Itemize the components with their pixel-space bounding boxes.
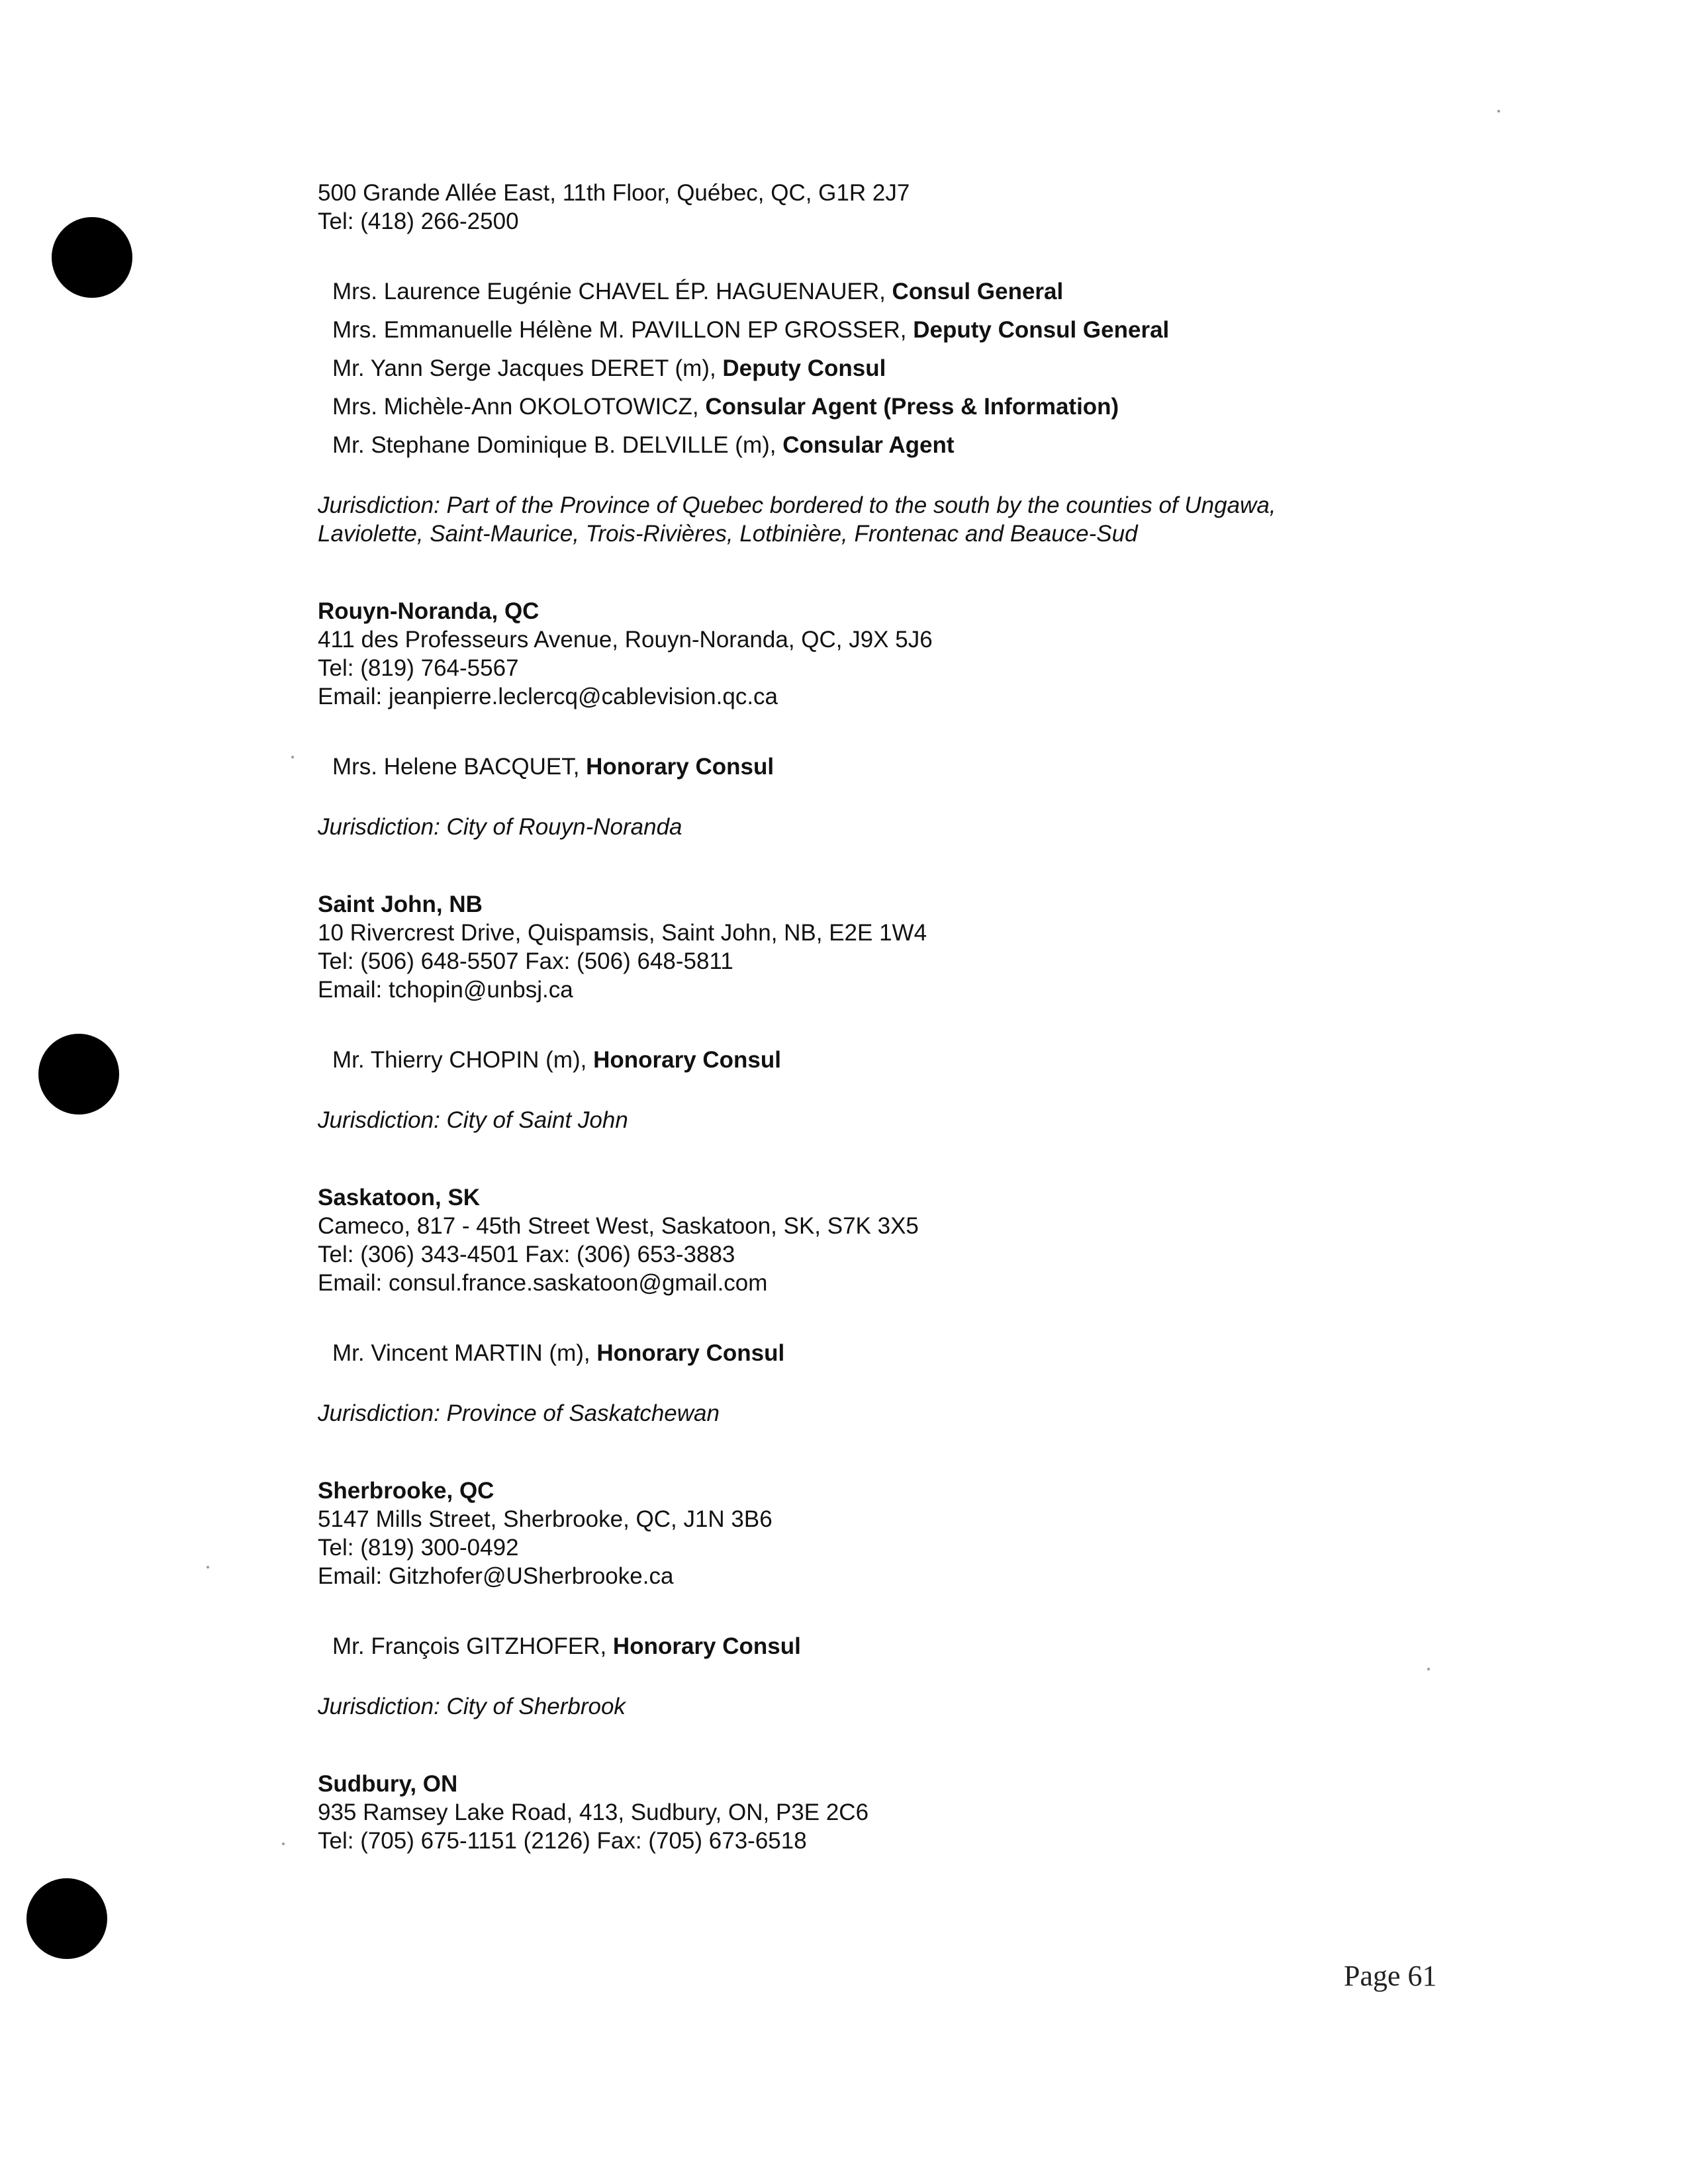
- location-title: Saint John, NB: [318, 891, 483, 917]
- staff-list: [318, 273, 1470, 465]
- page-number: Page 61: [1344, 1960, 1437, 1992]
- consulate-entry-saskatoon: [318, 1183, 1470, 1297]
- telephone-line: Tel: (819) 764-5567: [318, 655, 519, 681]
- address-line: 411 des Professeurs Avenue, Rouyn-Noranda, QC, J9X 5J6: [318, 627, 933, 653]
- location-title: Rouyn-Noranda, QC: [318, 598, 539, 624]
- jurisdiction-text: Jurisdiction: Part of the Province of Quebec bordered to the south by the counties of Ungawa, Laviolette, Saint-Maurice, Trois-Rivières, Lotbinière, Frontenac and Beauce-Sud: [318, 492, 1276, 547]
- staff-member: Mrs. Emmanuelle Hélène M. PAVILLON EP GROSSER, Deputy Consul General: [332, 317, 1170, 343]
- consulate-entry-rouyn-noranda: [318, 597, 1470, 711]
- document-body: [318, 179, 1470, 1855]
- scan-speck: [282, 1843, 285, 1845]
- staff-member: Mr. François GITZHOFER, Honorary Consul: [332, 1633, 801, 1659]
- location-title: Saskatoon, SK: [318, 1185, 481, 1210]
- address-line: 935 Ramsey Lake Road, 413, Sudbury, ON, P3E 2C6: [318, 1799, 869, 1825]
- telephone-line: Tel: (418) 266-2500: [318, 208, 519, 234]
- consulate-entry-sudbury: [318, 1770, 1470, 1855]
- staff-list: [318, 748, 1470, 786]
- email-line: Email: Gitzhofer@USherbrooke.ca: [318, 1563, 674, 1589]
- email-line: Email: jeanpierre.leclercq@cablevision.qc.ca: [318, 684, 778, 709]
- staff-member: Mr. Thierry CHOPIN (m), Honorary Consul: [332, 1047, 781, 1073]
- telephone-line: Tel: (819) 300-0492: [318, 1535, 519, 1561]
- jurisdiction-text: Jurisdiction: City of Rouyn-Noranda: [318, 814, 682, 840]
- jurisdiction-text: Jurisdiction: City of Saint John: [318, 1107, 628, 1133]
- address-block: [318, 179, 1470, 236]
- address-line: Cameco, 817 - 45th Street West, Saskatoon, SK, S7K 3X5: [318, 1213, 919, 1239]
- telephone-line: Tel: (705) 675-1151 (2126) Fax: (705) 673-6518: [318, 1828, 807, 1854]
- staff-member: Mrs. Helene BACQUET, Honorary Consul: [332, 754, 774, 780]
- jurisdiction-text: Jurisdiction: City of Sherbrook: [318, 1694, 626, 1719]
- staff-member: Mrs. Laurence Eugénie CHAVEL ÉP. HAGUENAUER, Consul General: [332, 279, 1064, 304]
- address-line: 10 Rivercrest Drive, Quispamsis, Saint John, NB, E2E 1W4: [318, 920, 927, 946]
- scan-speck: [207, 1566, 209, 1569]
- address-line: 500 Grande Allée East, 11th Floor, Québec, QC, G1R 2J7: [318, 180, 910, 206]
- staff-member: Mrs. Michèle-Ann OKOLOTOWICZ, Consular Agent (Press & Information): [332, 394, 1119, 420]
- location-title: Sudbury, ON: [318, 1771, 458, 1797]
- staff-member: Mr. Yann Serge Jacques DERET (m), Deputy Consul: [332, 355, 886, 381]
- scan-speck: [1497, 110, 1500, 113]
- staff-list: [318, 1627, 1470, 1666]
- email-line: Email: consul.france.saskatoon@gmail.com: [318, 1270, 768, 1296]
- binder-hole: [26, 1878, 107, 1959]
- telephone-line: Tel: (306) 343-4501 Fax: (306) 653-3883: [318, 1242, 735, 1267]
- consulate-entry-sherbrooke: [318, 1477, 1470, 1590]
- staff-list: [318, 1334, 1470, 1373]
- staff-member: Mr. Vincent MARTIN (m), Honorary Consul: [332, 1340, 785, 1366]
- binder-hole: [52, 217, 132, 298]
- binder-hole: [38, 1034, 119, 1115]
- telephone-line: Tel: (506) 648-5507 Fax: (506) 648-5811: [318, 948, 733, 974]
- jurisdiction-text: Jurisdiction: Province of Saskatchewan: [318, 1400, 720, 1426]
- email-line: Email: tchopin@unbsj.ca: [318, 977, 573, 1003]
- address-line: 5147 Mills Street, Sherbrooke, QC, J1N 3B6: [318, 1506, 773, 1532]
- staff-list: [318, 1041, 1470, 1079]
- consulate-entry-saint-john: [318, 890, 1470, 1004]
- staff-member: Mr. Stephane Dominique B. DELVILLE (m), Consular Agent: [332, 432, 955, 458]
- scan-speck: [291, 756, 294, 758]
- location-title: Sherbrooke, QC: [318, 1478, 494, 1504]
